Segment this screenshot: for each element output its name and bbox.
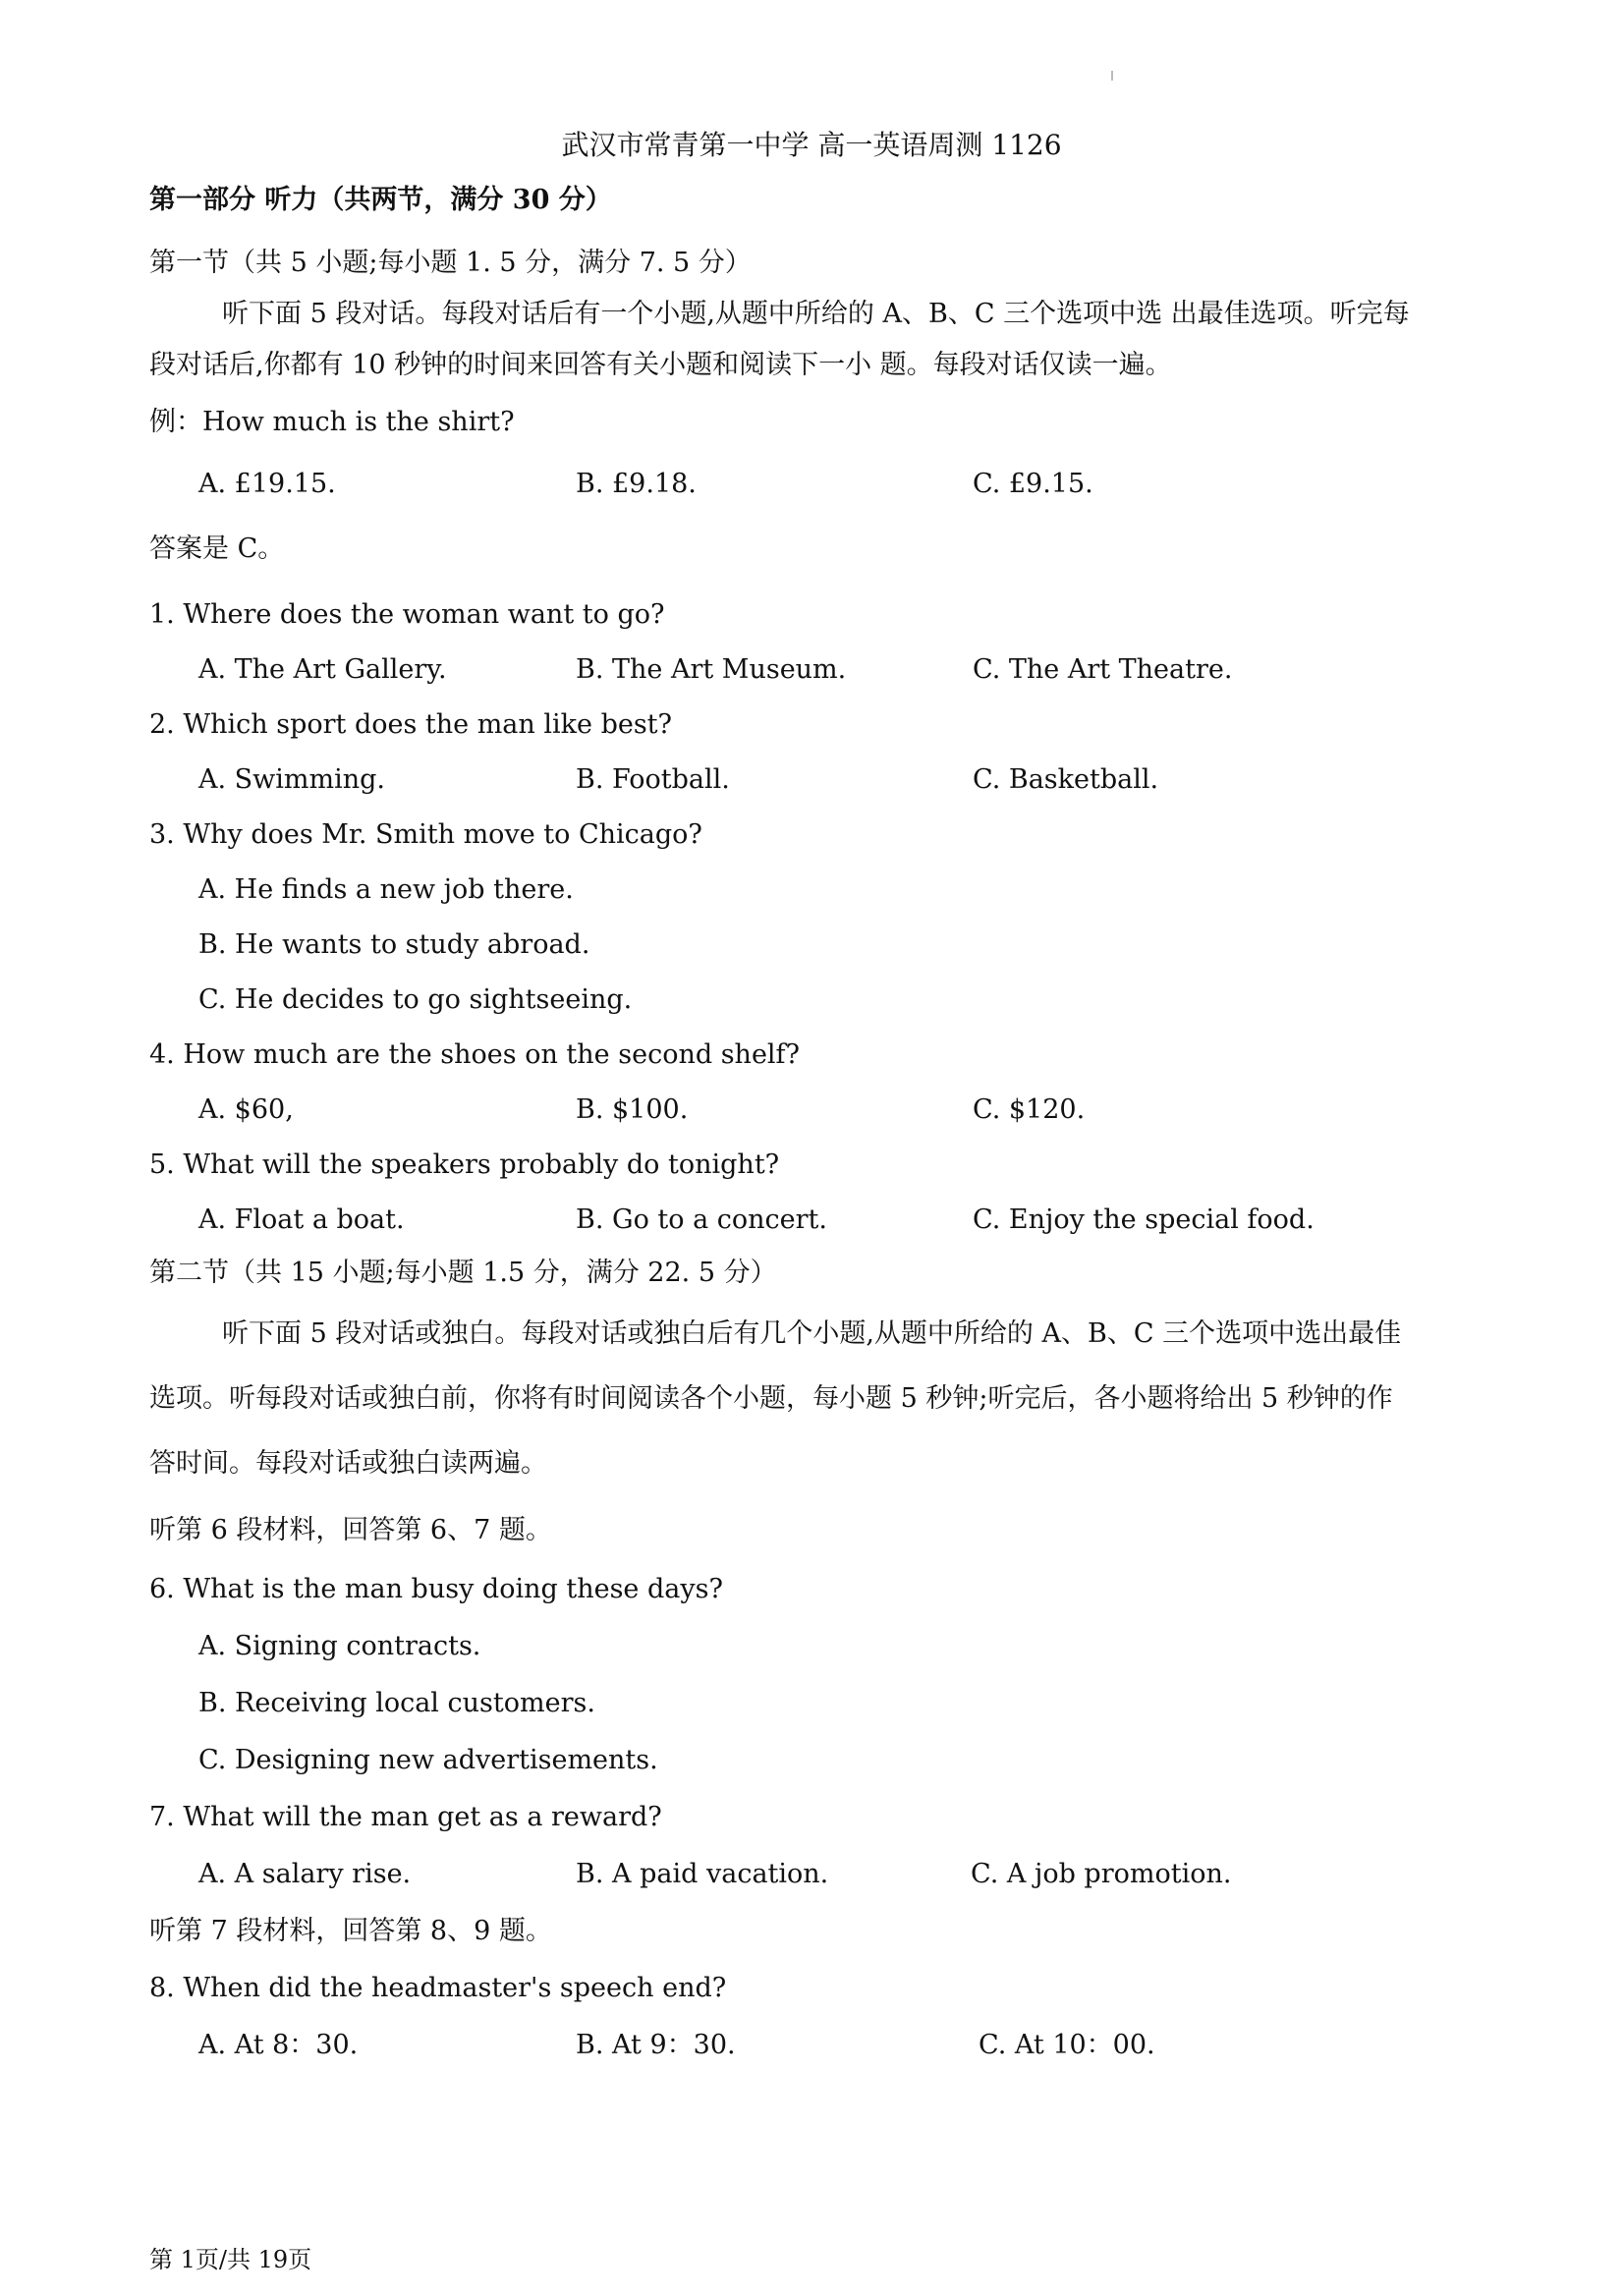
q6-option-c: C. Designing new advertisements.: [198, 1745, 658, 1775]
example-option-a: A. £19.15.: [198, 469, 336, 499]
q5-option-c: C. Enjoy the special food.: [973, 1204, 1315, 1235]
q3-option-a: A. He finds a new job there.: [198, 874, 574, 905]
example-option-b: B. £9.18.: [576, 469, 697, 499]
page-title: 武汉市常青第一中学 高一英语周测 1126: [561, 129, 1062, 161]
q8-option-a: A. At 8：30.: [198, 2030, 359, 2060]
q2-option-a: A. Swimming.: [198, 764, 386, 795]
q1-option-a: A. The Art Gallery.: [198, 654, 447, 685]
q2-option-b: B. Football.: [576, 764, 730, 795]
q2-option-c: C. Basketball.: [973, 764, 1159, 795]
q5-option-b: B. Go to a concert.: [576, 1204, 827, 1235]
question-8: 8. When did the headmaster's speech end?: [149, 1973, 727, 2003]
q6-option-b: B. Receiving local customers.: [198, 1688, 595, 1718]
question-5: 5. What will the speakers probably do tonight?: [149, 1149, 780, 1180]
question-7: 7. What will the man get as a reward?: [149, 1802, 662, 1832]
q7-option-b: B. A paid vacation.: [576, 1859, 829, 1889]
question-4: 4. How much are the shoes on the second shelf?: [149, 1039, 801, 1070]
scan-mark: [1111, 71, 1113, 81]
material-7-heading: 听第 7 段材料，回答第 8、9 题。: [149, 1916, 552, 1946]
section2-instructions-line1: 听下面 5 段对话或独白。每段对话或独白后有几个小题,从题中所给的 A、B、C 三个选项中选出最佳: [222, 1318, 1402, 1349]
question-1: 1. Where does the woman want to go?: [149, 599, 665, 630]
q7-option-a: A. A salary rise.: [198, 1859, 412, 1889]
q3-option-c: C. He decides to go sightseeing.: [198, 984, 633, 1015]
question-3: 3. Why does Mr. Smith move to Chicago?: [149, 819, 702, 850]
question-2: 2. Which sport does the man like best?: [149, 709, 673, 740]
q4-option-c: C. $120.: [973, 1094, 1086, 1125]
q6-option-a: A. Signing contracts.: [198, 1631, 481, 1661]
material-6-heading: 听第 6 段材料，回答第 6、7 题。: [149, 1515, 552, 1545]
q7-option-c: C. A job promotion.: [971, 1859, 1232, 1889]
section2-heading: 第二节（共 15 小题;每小题 1.5 分，满分 22. 5 分）: [149, 1258, 777, 1288]
q4-option-b: B. $100.: [576, 1094, 689, 1125]
q3-option-b: B. He wants to study abroad.: [198, 929, 590, 960]
page-number: 第 1页/共 19页: [149, 2246, 312, 2273]
example-option-c: C. £9.15.: [973, 469, 1093, 499]
example-question: 例：How much is the shirt?: [149, 407, 515, 437]
part1-heading: 第一部分 听力（共两节，满分 30 分）: [149, 185, 612, 215]
section1-instructions-line2: 段对话后,你都有 10 秒钟的时间来回答有关小题和阅读下一小 题。每段对话仅读一遍。: [149, 350, 1172, 380]
q8-option-c: C. At 10：00.: [979, 2030, 1155, 2060]
question-6: 6. What is the man busy doing these days?: [149, 1574, 723, 1604]
example-answer: 答案是 C。: [149, 533, 285, 564]
q8-option-b: B. At 9：30.: [576, 2030, 736, 2060]
section2-instructions-line3: 答时间。每段对话或独白读两遍。: [149, 1448, 547, 1479]
q5-option-a: A. Float a boat.: [198, 1204, 405, 1235]
section1-heading: 第一节（共 5 小题;每小题 1. 5 分，满分 7. 5 分）: [149, 248, 752, 278]
q1-option-c: C. The Art Theatre.: [973, 654, 1233, 685]
section2-instructions-line2: 选项。听每段对话或独白前，你将有时间阅读各个小题，每小题 5 秒钟;听完后，各小题将给出 5 秒钟的作: [149, 1383, 1393, 1414]
section1-instructions-line1: 听下面 5 段对话。每段对话后有一个小题,从题中所给的 A、B、C 三个选项中选 出最佳选项。听完每: [222, 299, 1410, 329]
q1-option-b: B. The Art Museum.: [576, 654, 847, 685]
q4-option-a: A. $60,: [198, 1094, 294, 1125]
